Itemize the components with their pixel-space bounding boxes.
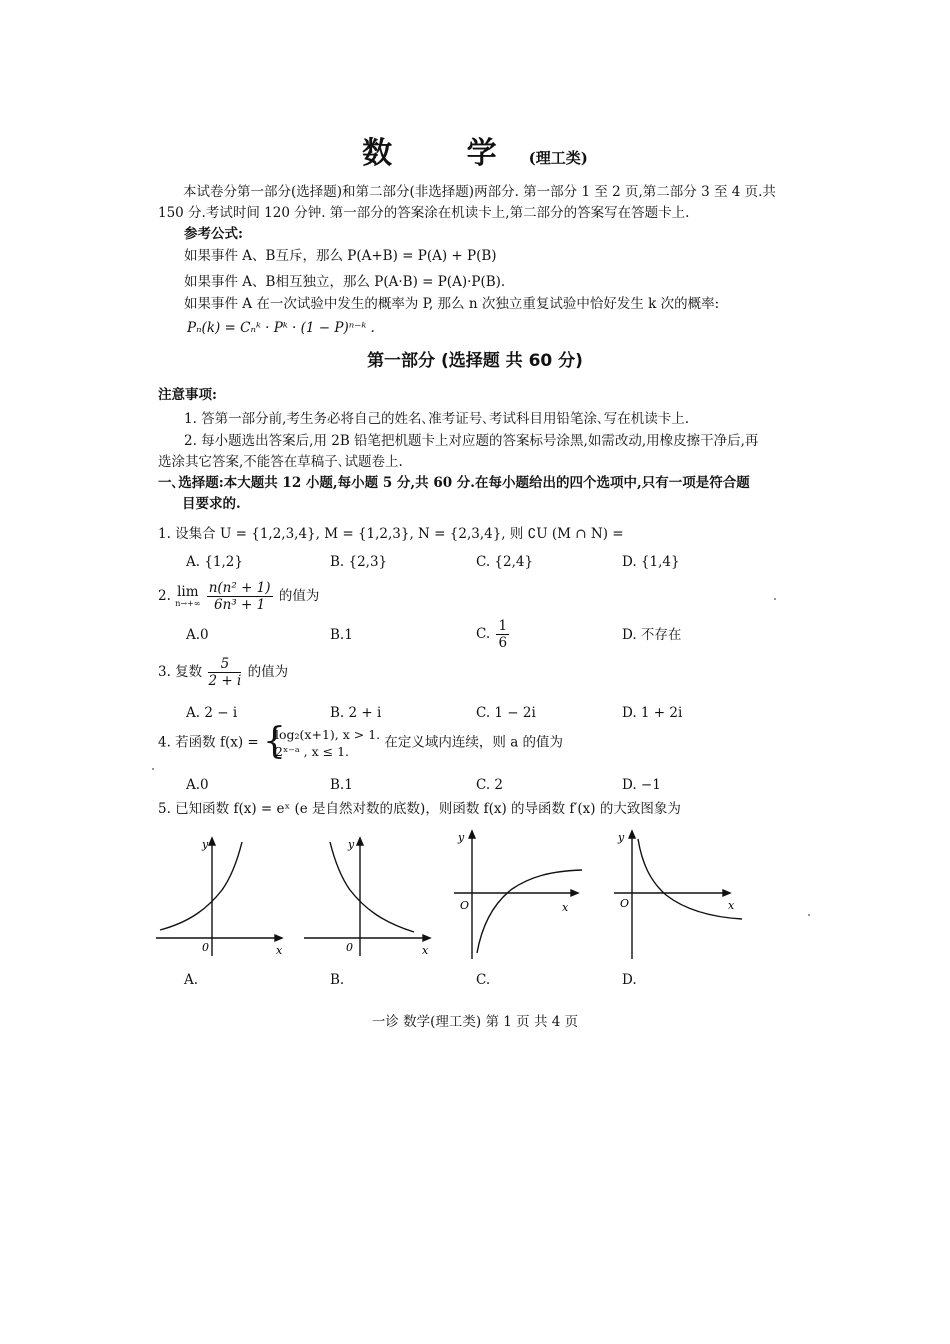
q3-option-a: A. 2 − i <box>186 705 238 721</box>
q5-option-d: D. <box>622 972 637 988</box>
q4-option-b: B.1 <box>330 777 353 793</box>
page-title <box>0 128 950 172</box>
q2-option-c-num: 1 <box>498 618 508 634</box>
graph-d-y-label: y <box>618 831 625 844</box>
q1-option-c: C. {2,4} <box>476 554 534 570</box>
q5-option-a: A. <box>184 972 199 988</box>
intro-line-2: 150 分.考试时间 120 分钟. 第一部分的答案涂在机读卡上,第二部分的答案写在答题卡上. <box>158 205 690 221</box>
scan-speck <box>808 914 810 916</box>
q2-number: 2. <box>158 588 171 604</box>
q1-option-a: A. {1,2} <box>186 554 243 570</box>
page-footer: 一诊 数学(理工类) 第 1 页 共 4 页 <box>371 1014 579 1030</box>
q4-tail: 在定义域内连续，则 a 的值为 <box>384 734 564 751</box>
q1-option-d: D. {1,4} <box>622 554 680 570</box>
intro-line-1: 本试卷分第一部分(选择题)和第二部分(非选择题)两部分. 第一部分 1 至 2 页,第二部分 3 至 4 页.共 <box>183 184 776 200</box>
graph-a <box>150 830 290 965</box>
q2-option-a: A.0 <box>186 627 209 643</box>
graph-d-x-arrow-icon <box>723 890 730 896</box>
graph-b-y-label: y <box>348 838 355 851</box>
graph-c-y-label: y <box>458 831 465 844</box>
q3-option-d: D. 1 + 2i <box>622 705 683 721</box>
scan-speck <box>774 598 776 600</box>
graph-d <box>610 825 750 965</box>
q5-option-c: C. <box>476 972 491 988</box>
notes-heading: 注意事项: <box>158 387 217 403</box>
graph-c-x-label: x <box>562 901 569 914</box>
q2-option-c-den: 6 <box>498 635 508 651</box>
q5-stem: 5. 已知函数 f(x) = eˣ (e 是自然对数的底数)，则函数 f(x) 的导函数 f′(x) 的大致图象为 <box>158 801 681 817</box>
graph-d-curve <box>638 839 742 919</box>
graph-c-y-arrow-icon <box>469 831 475 838</box>
q4-option-a: A.0 <box>186 777 209 793</box>
q2-option-c-fraction <box>496 618 509 651</box>
graph-b-x-arrow-icon <box>423 935 430 941</box>
q2-option-c-label: C. <box>476 626 491 642</box>
q2-frac-num: n(n² + 1) <box>208 580 271 596</box>
graph-d-x-label: x <box>728 899 735 912</box>
q3-frac-num: 5 <box>208 656 241 673</box>
part1-line-2: 目要求的. <box>182 496 241 512</box>
q3-head: 3. 复数 <box>158 664 203 680</box>
formula-binomial: Pₙ(k) = Cₙᵏ · Pᵏ · (1 − P)ⁿ⁻ᵏ . <box>187 320 375 336</box>
graph-c <box>450 825 600 965</box>
q4-stem <box>158 721 564 762</box>
graph-a-x-arrow-icon <box>275 935 282 941</box>
part1-line-1: 一､选择题:本大题共 12 小题,每小题 5 分,共 60 分.在每小题给出的四个选项中,只有一项是符合题 <box>158 475 750 491</box>
q2-stem <box>158 580 319 613</box>
q2-option-b: B.1 <box>330 627 353 643</box>
graph-c-x-arrow-icon <box>571 890 578 896</box>
q2-limit <box>175 583 201 608</box>
title-subtitle: (理工类) <box>528 149 588 167</box>
q3-option-b: B. 2 + i <box>330 705 382 721</box>
note-2b: 选涂其它答案,不能答在草稿子､试题卷上. <box>158 454 403 470</box>
graph-b-curve <box>330 842 414 932</box>
q3-stem <box>158 656 288 689</box>
q4-head: 4. 若函数 f(x) = <box>158 734 259 751</box>
q2-fraction <box>207 580 273 613</box>
section-heading: 第一部分 (选择题 共 60 分) <box>367 351 583 371</box>
q1-option-b: B. {2,3} <box>330 554 388 570</box>
graph-a-curve <box>160 842 242 930</box>
q2-frac-den: 6n³ + 1 <box>214 597 266 613</box>
q2-lim-sub: n→+∞ <box>175 598 201 608</box>
graph-a-y-label: y <box>202 838 209 851</box>
q2-option-d: D. 不存在 <box>622 627 682 643</box>
graph-a-origin: 0 <box>202 941 209 954</box>
graph-d-origin: O <box>620 897 630 910</box>
graph-a-y-arrow-icon <box>209 838 215 845</box>
q4-case-2: 2ˣ⁻ᵃ , x ≤ 1. <box>275 744 350 759</box>
q4-option-c: C. 2 <box>476 777 504 793</box>
brace-icon: { <box>263 721 286 762</box>
q2-lim-word: lim <box>177 583 199 600</box>
q4-case-1: log₂(x+1), x > 1. <box>275 727 381 742</box>
graph-c-origin: O <box>460 899 470 912</box>
q3-tail: 的值为 <box>247 664 289 680</box>
graph-d-y-arrow-icon <box>629 831 635 838</box>
q3-option-c: C. 1 − 2i <box>476 705 536 721</box>
scan-speck <box>152 768 154 770</box>
graph-b-y-arrow-icon <box>357 838 363 845</box>
formulas-heading: 参考公式: <box>184 226 243 242</box>
graph-a-x-label: x <box>276 944 283 957</box>
q4-option-d: D. −1 <box>622 777 661 793</box>
formula-binomial-intro: 如果事件 A 在一次试验中发生的概率为 P, 那么 n 次独立重复试验中恰好发生 k 次的概率: <box>184 296 720 312</box>
graph-b <box>298 830 438 965</box>
q2-option-c <box>476 618 511 651</box>
q2-tail: 的值为 <box>278 588 320 604</box>
q3-frac-den: 2 + i <box>208 673 242 689</box>
q3-fraction <box>208 656 241 689</box>
q4-piecewise <box>263 721 381 762</box>
q1-stem: 1. 设集合 U = {1,2,3,4}, M = {1,2,3}, N = {2,3,4}, 则 ∁U (M ∩ N) = <box>158 526 624 542</box>
note-1: 1. 答第一部分前,考生务必将自己的姓名､准考证号､考试科目用铅笔涂､写在机读卡上. <box>184 411 690 427</box>
note-2a: 2. 每小题选出答案后,用 2B 铅笔把机题卡上对应题的答案标号涂黑,如需改动,用橡皮擦干净后,再 <box>184 433 759 449</box>
graph-b-origin: 0 <box>346 941 353 954</box>
q5-option-b: B. <box>330 972 345 988</box>
graph-b-x-label: x <box>422 944 429 957</box>
formula-exclusive: 如果事件 A、B互斥，那么 P(A+B) = P(A) + P(B) <box>184 248 497 264</box>
title-main: 数 学 <box>362 136 529 171</box>
formula-independent: 如果事件 A、B相互独立，那么 P(A·B) = P(A)·P(B). <box>184 274 506 290</box>
